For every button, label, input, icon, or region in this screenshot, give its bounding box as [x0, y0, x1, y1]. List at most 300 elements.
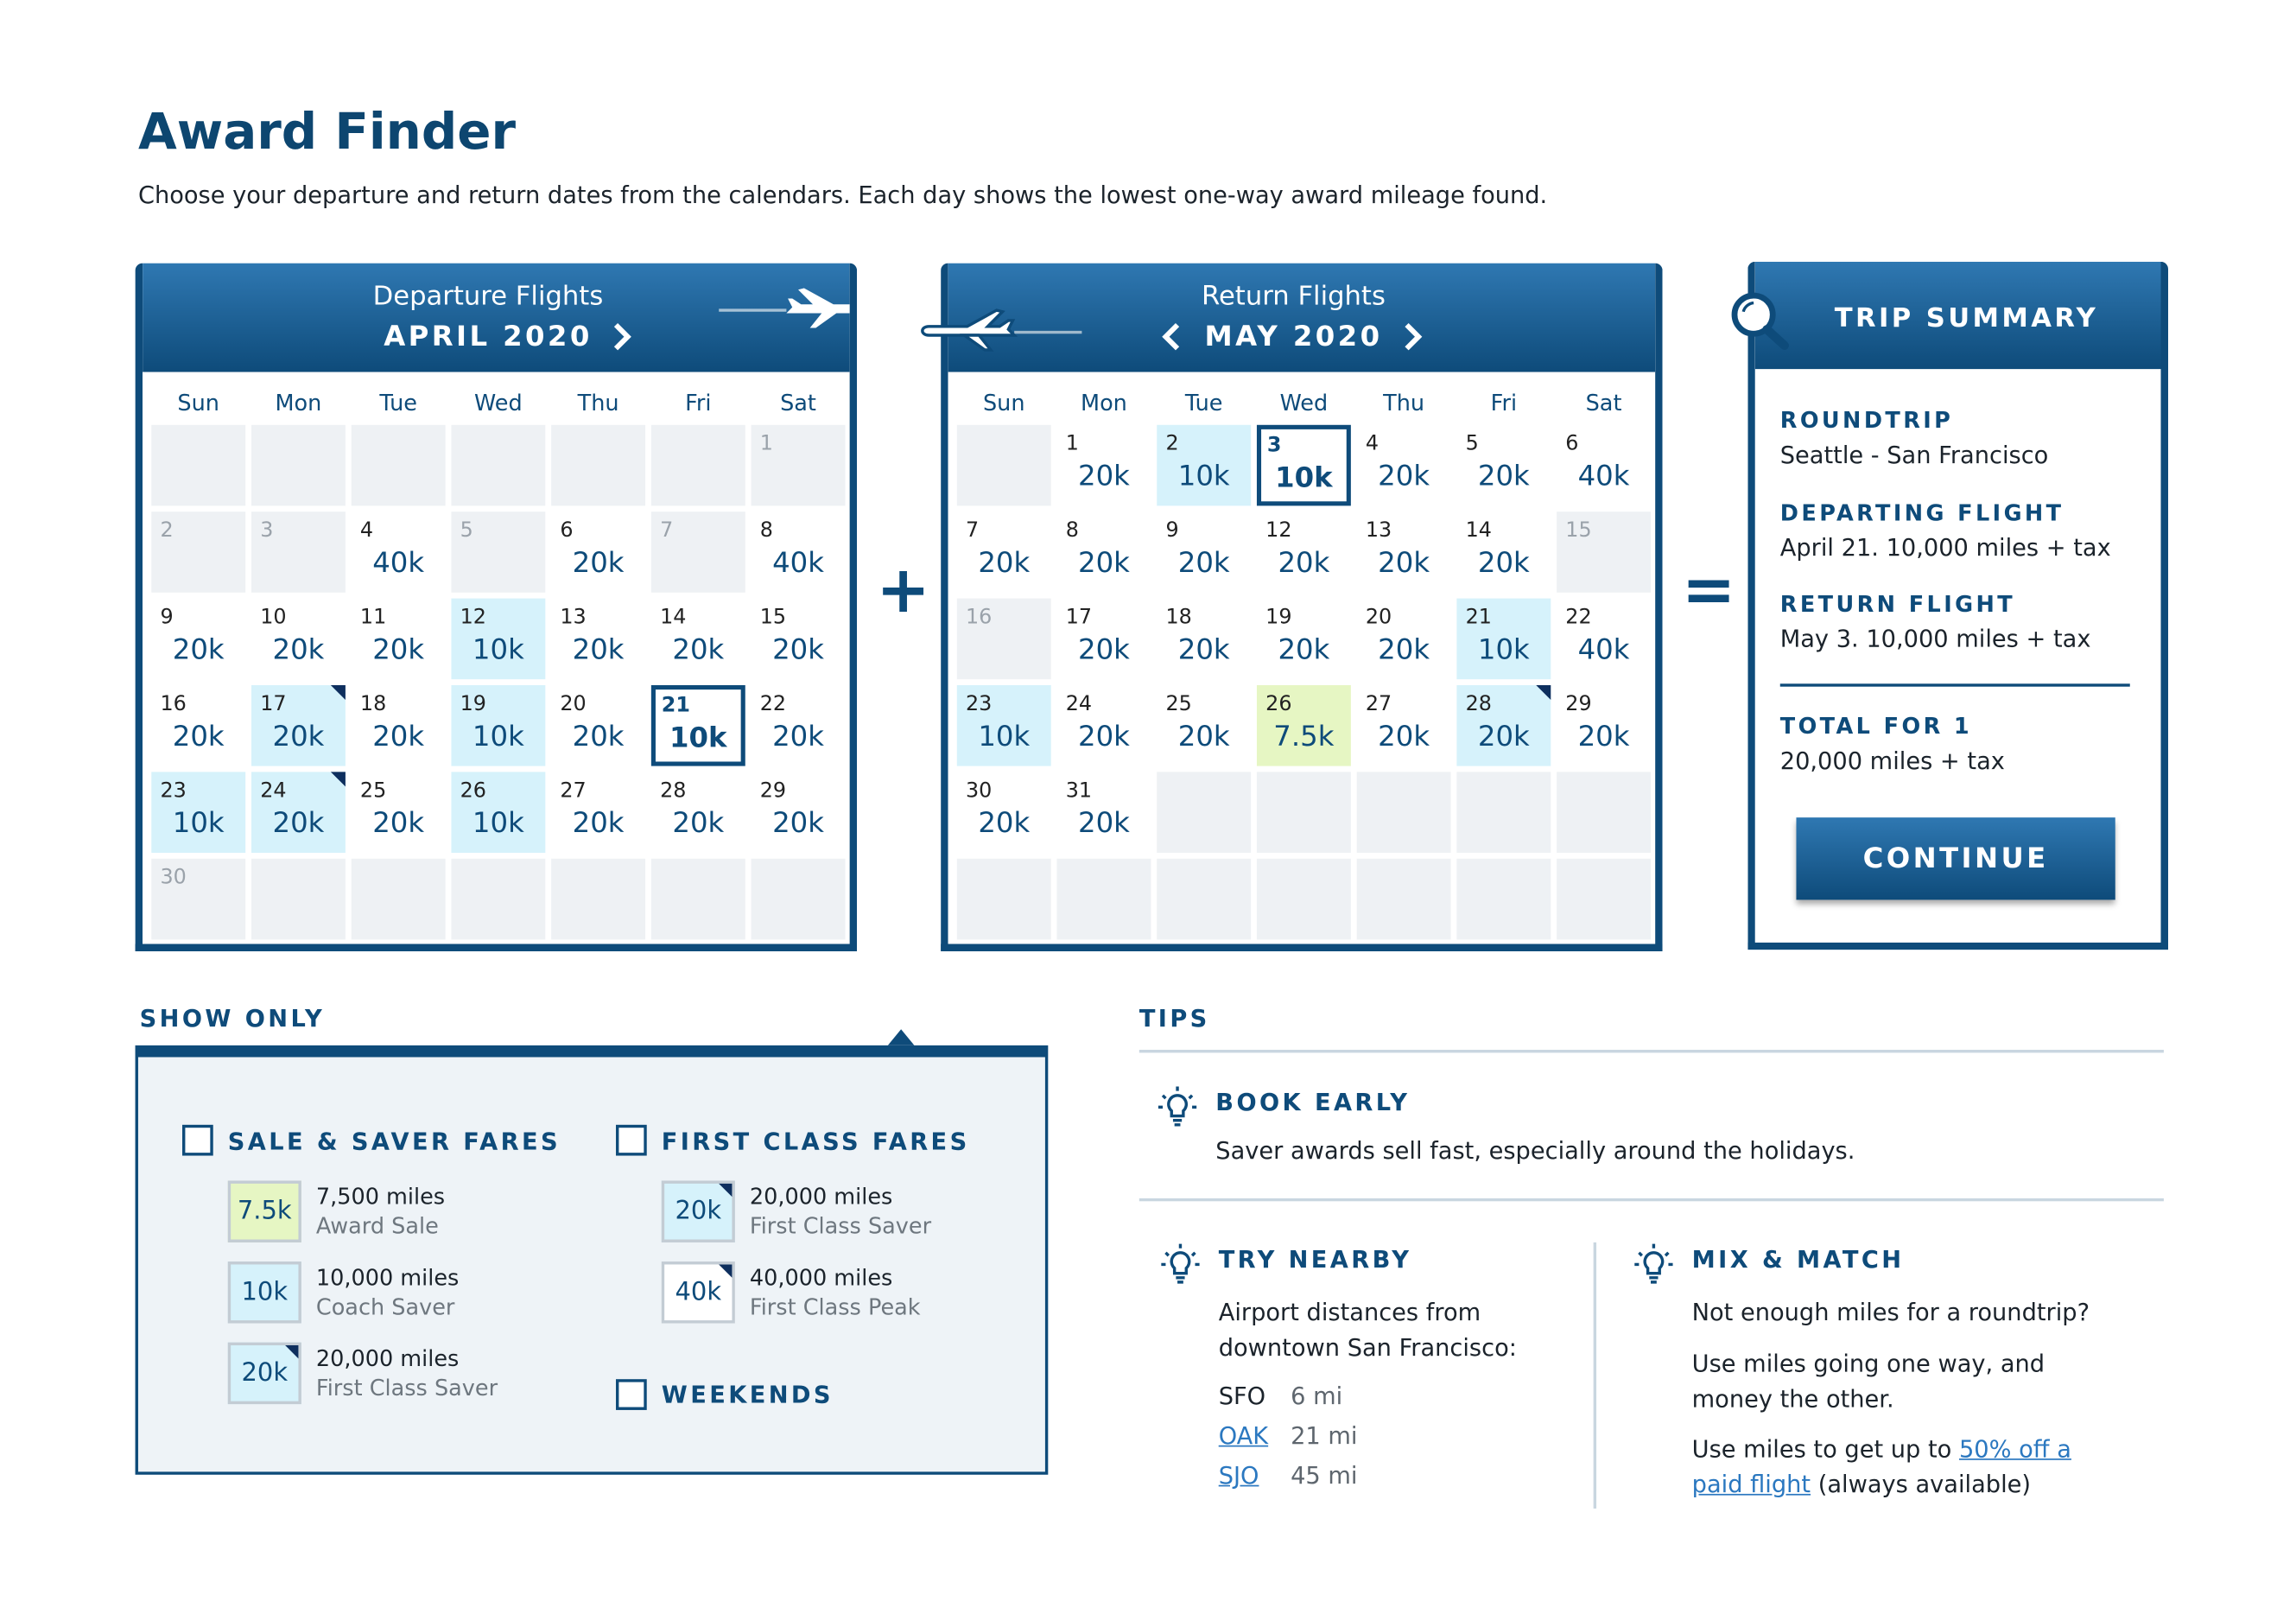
fare-type: First Class Saver	[315, 1375, 498, 1401]
show-only-filters	[136, 1045, 1049, 1475]
day-number: 28	[1465, 692, 1492, 716]
trip-summary-title: TRIP SUMMARY	[1834, 302, 2099, 334]
day-price: 20k	[1278, 547, 1330, 580]
empty-day-cell	[352, 859, 446, 940]
empty-day-cell	[1257, 859, 1351, 940]
fare-swatch	[228, 1180, 301, 1242]
book-early-text: Saver awards sell fast, especially around the holidays.	[1215, 1136, 1855, 1165]
day-number: 26	[460, 778, 486, 804]
day-number: 15	[759, 606, 787, 630]
empty-day-cell	[251, 859, 346, 940]
empty-day-cell	[1557, 859, 1651, 940]
fare-type: Award Sale	[315, 1212, 439, 1240]
empty-day-cell	[151, 425, 245, 506]
day-price: 20k	[1378, 547, 1430, 580]
day-price: 20k	[1378, 720, 1430, 753]
plane-departure-icon	[719, 283, 857, 330]
day-cell[interactable]	[1057, 685, 1151, 766]
sale-saver-checkbox[interactable]	[182, 1125, 213, 1156]
day-cell[interactable]	[151, 599, 245, 680]
day-cell[interactable]	[1157, 599, 1251, 680]
lightbulb-icon	[1158, 1241, 1202, 1285]
day-number: 30	[160, 866, 187, 890]
first-class-label: FIRST CLASS FARES	[661, 1128, 970, 1156]
day-price: 20k	[672, 807, 725, 840]
fare-swatch	[662, 1180, 735, 1242]
day-price: 20k	[172, 633, 225, 666]
empty-day-cell	[451, 425, 545, 506]
first-class-checkbox[interactable]	[616, 1125, 647, 1156]
day-cell[interactable]	[1557, 599, 1651, 680]
day-price: 40k	[1577, 460, 1630, 493]
day-price: 20k	[772, 807, 824, 840]
weekends-checkbox[interactable]	[616, 1379, 647, 1410]
day-price: 20k	[1078, 720, 1130, 753]
day-cell[interactable]	[1456, 685, 1551, 766]
day-price: 20k	[1378, 460, 1430, 493]
day-price: 20k	[1078, 460, 1130, 493]
fare-swatch	[228, 1261, 301, 1323]
try-nearby-heading: TRY NEARBY	[1218, 1245, 1412, 1274]
airport-code: SFO	[1218, 1382, 1266, 1410]
airport-distance: 45 mi	[1291, 1461, 1358, 1490]
paid-flight-link[interactable]: paid flight	[1691, 1470, 1811, 1499]
mix-match-text-2b: money the other.	[1691, 1385, 1894, 1414]
trip-summary-header	[1755, 262, 2161, 369]
day-cell	[251, 512, 346, 593]
day-price: 20k	[772, 633, 824, 666]
return-flight-value: May 3. 10,000 miles + tax	[1779, 625, 2091, 653]
day-cell[interactable]	[1456, 425, 1551, 506]
weekday-label: Sun	[177, 389, 220, 416]
plane-return-icon	[917, 306, 1082, 353]
empty-day-cell	[551, 859, 645, 940]
day-cell[interactable]	[1057, 512, 1151, 593]
day-cell[interactable]	[752, 599, 846, 680]
day-number: 12	[1265, 518, 1292, 543]
day-cell[interactable]	[1257, 599, 1351, 680]
day-price: 20k	[1477, 720, 1530, 753]
first-class-corner-marker	[719, 1264, 732, 1277]
day-number: 16	[160, 692, 187, 716]
day-cell[interactable]	[1357, 599, 1451, 680]
mix-match-text-4	[1692, 1467, 2031, 1503]
day-cell	[451, 512, 545, 593]
day-cell	[752, 425, 846, 506]
next-month-button[interactable]	[607, 319, 637, 354]
mix-match-text-2a: Use miles going one way, and	[1691, 1350, 2045, 1378]
empty-day-cell	[551, 425, 645, 506]
day-number: 27	[560, 778, 587, 804]
fare-swatch-value: 20k	[241, 1358, 289, 1388]
weekends-label: WEEKENDS	[661, 1380, 834, 1409]
day-cell[interactable]	[451, 599, 545, 680]
day-price: 20k	[1477, 547, 1530, 580]
empty-day-cell	[1456, 859, 1551, 940]
day-number: 1	[759, 432, 773, 456]
first-class-corner-marker	[331, 772, 346, 786]
day-price: 10k	[1177, 460, 1230, 493]
day-number: 11	[359, 606, 387, 630]
day-price: 20k	[1577, 720, 1630, 753]
day-cell	[151, 859, 245, 940]
day-cell[interactable]	[1557, 685, 1651, 766]
first-class-corner-marker	[331, 685, 346, 700]
summary-divider	[1780, 683, 2130, 686]
weekday-label: Tue	[1184, 389, 1223, 416]
day-price: 10k	[172, 807, 225, 840]
day-number: 8	[759, 518, 773, 543]
weekday-label: Mon	[275, 389, 322, 416]
empty-day-cell	[651, 425, 745, 506]
day-number: 20	[1365, 606, 1392, 630]
empty-day-cell	[752, 859, 846, 940]
book-early-heading: BOOK EARLY	[1215, 1088, 1411, 1116]
day-price: 40k	[772, 547, 824, 580]
day-number: 17	[1065, 606, 1093, 630]
fare-type: First Class Peak	[749, 1293, 921, 1321]
day-number: 14	[660, 606, 687, 630]
day-price: 20k	[1278, 633, 1330, 666]
weekday-label: Thu	[577, 389, 619, 416]
day-cell[interactable]	[1357, 685, 1451, 766]
weekday-label: Wed	[474, 389, 523, 416]
day-cell[interactable]	[957, 685, 1051, 766]
fare-miles: 40,000 miles	[749, 1264, 893, 1292]
day-number: 13	[1365, 518, 1392, 543]
day-price: 20k	[1177, 720, 1230, 753]
day-number: 16	[966, 606, 993, 630]
day-number: 5	[460, 518, 473, 543]
day-cell[interactable]	[1157, 425, 1251, 506]
weekday-label: Sun	[982, 389, 1025, 416]
day-number: 29	[759, 778, 787, 804]
page-title: Award Finder	[137, 103, 517, 162]
day-number: 3	[260, 518, 274, 543]
day-number: 6	[1565, 432, 1579, 456]
day-number: 30	[966, 778, 993, 804]
day-cell[interactable]	[1257, 425, 1351, 506]
day-price: 10k	[472, 720, 524, 753]
airport-code-link[interactable]: OAK	[1218, 1421, 1269, 1450]
weekday-label: Fri	[685, 389, 712, 416]
roundtrip-label: ROUNDTRIP	[1779, 407, 1954, 435]
fare-swatch	[662, 1261, 735, 1323]
weekday-label: Sat	[780, 389, 816, 416]
day-price: 20k	[978, 547, 1031, 580]
day-number: 24	[260, 778, 287, 804]
day-cell[interactable]	[651, 599, 745, 680]
day-price: 20k	[1078, 547, 1130, 580]
empty-day-cell	[352, 425, 446, 506]
tips-middle-divider	[1139, 1198, 2164, 1201]
lightbulb-icon	[1156, 1083, 1200, 1128]
mix-match-text-3b: (always available)	[1811, 1470, 2032, 1499]
day-cell[interactable]	[752, 512, 846, 593]
day-cell[interactable]	[1057, 425, 1151, 506]
day-price: 20k	[372, 633, 425, 666]
chevron-right-icon	[1398, 319, 1427, 354]
day-cell[interactable]	[1257, 685, 1351, 766]
fare-swatch-value: 10k	[241, 1277, 289, 1307]
departure-calendar-header	[143, 264, 850, 372]
day-cell[interactable]	[957, 772, 1051, 853]
day-cell[interactable]	[352, 599, 446, 680]
day-price: 20k	[672, 633, 725, 666]
fare-type: Coach Saver	[315, 1293, 455, 1321]
day-price: 20k	[172, 720, 225, 753]
search-icon	[1726, 289, 1793, 353]
weekday-label: Sat	[1585, 389, 1622, 416]
day-number: 31	[1065, 778, 1093, 804]
weekday-label: Thu	[1383, 389, 1425, 416]
day-price: 20k	[372, 807, 425, 840]
weekday-label: Wed	[1279, 389, 1329, 416]
day-number: 23	[966, 692, 993, 716]
day-cell	[1557, 512, 1651, 593]
plus-sign: +	[876, 552, 930, 628]
day-number: 19	[460, 692, 486, 716]
day-cell	[151, 512, 245, 593]
day-price: 20k	[1078, 633, 1130, 666]
day-price: 20k	[272, 720, 325, 753]
day-price: 20k	[572, 547, 625, 580]
day-price: 10k	[472, 633, 524, 666]
day-number: 25	[1165, 692, 1192, 716]
day-cell	[651, 512, 745, 593]
empty-day-cell	[1456, 772, 1551, 853]
day-number: 28	[660, 778, 687, 804]
day-price: 20k	[572, 633, 625, 666]
day-price: 20k	[372, 720, 425, 753]
weekday-label: Fri	[1490, 389, 1518, 416]
first-class-corner-marker	[719, 1184, 732, 1197]
day-price: 20k	[978, 807, 1031, 840]
day-price: 10k	[1275, 461, 1333, 494]
day-cell[interactable]	[752, 772, 846, 853]
return-month-label: MAY 2020	[1204, 320, 1383, 353]
day-cell[interactable]	[752, 685, 846, 766]
empty-day-cell	[1157, 772, 1251, 853]
day-number: 17	[260, 692, 287, 716]
first-class-corner-marker	[285, 1345, 298, 1358]
fare-swatch-value: 7.5k	[237, 1197, 292, 1227]
day-number: 29	[1565, 692, 1592, 716]
departure-month-label: APRIL 2020	[384, 320, 593, 353]
fare-type: First Class Saver	[749, 1212, 932, 1240]
route-value: Seattle - San Francisco	[1779, 441, 2049, 469]
chevron-left-icon	[1157, 319, 1186, 354]
day-cell[interactable]	[957, 512, 1051, 593]
fare-miles: 10,000 miles	[315, 1264, 460, 1292]
day-price: 20k	[1378, 633, 1430, 666]
empty-day-cell	[1157, 859, 1251, 940]
day-cell[interactable]	[551, 599, 645, 680]
day-price: 20k	[1177, 547, 1230, 580]
day-number: 1	[1065, 432, 1079, 456]
fare-miles: 7,500 miles	[315, 1183, 446, 1210]
empty-day-cell	[1357, 859, 1451, 940]
airport-distance: 21 mi	[1291, 1421, 1358, 1450]
day-number: 24	[1065, 692, 1093, 716]
empty-day-cell	[1057, 859, 1151, 940]
day-cell[interactable]	[352, 772, 446, 853]
half-off-link[interactable]: 50% off a	[1958, 1434, 2071, 1464]
mix-match-text-3	[1692, 1432, 2071, 1467]
day-price: 20k	[272, 807, 325, 840]
day-number: 9	[1165, 518, 1179, 543]
day-number: 4	[359, 518, 374, 543]
day-cell[interactable]	[651, 685, 745, 766]
fare-miles: 20,000 miles	[315, 1345, 460, 1372]
day-cell[interactable]	[1357, 425, 1451, 506]
weekday-label: Mon	[1081, 389, 1127, 416]
day-number: 27	[1365, 692, 1392, 716]
empty-day-cell	[1257, 772, 1351, 853]
try-nearby-text-2: downtown San Francisco:	[1218, 1333, 1517, 1362]
day-price: 20k	[1477, 460, 1530, 493]
day-price: 40k	[372, 547, 425, 580]
day-cell[interactable]	[1557, 425, 1651, 506]
day-cell[interactable]	[451, 772, 545, 853]
departure-calendar-title: Departure Flights	[372, 281, 604, 312]
day-number: 2	[160, 518, 174, 543]
day-cell[interactable]	[551, 512, 645, 593]
fare-swatch	[228, 1343, 301, 1404]
day-price: 20k	[572, 807, 625, 840]
day-number: 26	[1265, 692, 1292, 716]
day-number: 21	[1465, 606, 1492, 630]
next-month-button[interactable]	[1398, 319, 1427, 354]
day-number: 15	[1565, 518, 1592, 543]
day-cell[interactable]	[451, 685, 545, 766]
day-cell[interactable]	[1257, 512, 1351, 593]
day-cell[interactable]	[1456, 512, 1551, 593]
day-number: 25	[359, 778, 387, 804]
day-number: 10	[260, 606, 287, 630]
day-price: 20k	[572, 720, 625, 753]
day-number: 7	[966, 518, 980, 543]
day-number: 21	[661, 694, 690, 718]
mix-match-heading: MIX & MATCH	[1691, 1245, 1905, 1274]
weekday-label: Tue	[379, 389, 417, 416]
total-value: 20,000 miles + tax	[1779, 747, 2005, 775]
lightbulb-icon	[1632, 1241, 1676, 1285]
day-cell[interactable]	[1157, 512, 1251, 593]
day-number: 23	[160, 778, 187, 804]
day-number: 13	[560, 606, 587, 630]
day-number: 4	[1365, 432, 1380, 456]
day-cell[interactable]	[551, 772, 645, 853]
empty-day-cell	[251, 425, 346, 506]
day-cell[interactable]	[1057, 599, 1151, 680]
chevron-right-icon	[607, 319, 637, 354]
day-price: 20k	[1177, 633, 1230, 666]
day-price: 20k	[772, 720, 824, 753]
day-number: 12	[460, 606, 486, 630]
day-price: 7.5k	[1273, 720, 1335, 753]
tips-label: TIPS	[1138, 1004, 1210, 1033]
prev-month-button[interactable]	[1157, 319, 1186, 354]
page-intro: Choose your departure and return dates from the calendars. Each day shows the lowest one-way award mileage found.	[137, 181, 1548, 209]
return-calendar	[941, 264, 1663, 951]
day-number: 3	[1266, 434, 1282, 458]
mix-match-text-3a: Use miles to get up to	[1691, 1434, 1959, 1464]
tips-column-divider	[1594, 1242, 1596, 1509]
day-price: 10k	[472, 807, 524, 840]
mix-match-text-1: Not enough miles for a roundtrip?	[1691, 1298, 2090, 1326]
day-price: 10k	[978, 720, 1031, 753]
day-number: 22	[1565, 606, 1592, 630]
filters-pointer	[888, 1029, 915, 1045]
day-number: 2	[1165, 432, 1179, 456]
day-cell	[957, 599, 1051, 680]
fare-swatch-value: 20k	[675, 1197, 722, 1227]
day-price: 40k	[1577, 633, 1630, 666]
day-cell[interactable]	[1357, 512, 1451, 593]
day-cell[interactable]	[1456, 599, 1551, 680]
day-number: 22	[759, 692, 787, 716]
departure-calendar	[136, 264, 858, 951]
return-flight-label: RETURN FLIGHT	[1779, 591, 2016, 618]
day-cell[interactable]	[551, 685, 645, 766]
first-class-corner-marker	[1536, 685, 1551, 700]
day-number: 18	[1165, 606, 1192, 630]
day-cell[interactable]	[1157, 685, 1251, 766]
airport-distance: 6 mi	[1291, 1382, 1343, 1410]
day-number: 14	[1465, 518, 1492, 543]
day-number: 19	[1265, 606, 1292, 630]
day-number: 6	[560, 518, 574, 543]
day-cell[interactable]	[151, 772, 245, 853]
empty-day-cell	[451, 859, 545, 940]
fare-swatch-value: 40k	[675, 1277, 722, 1307]
day-number: 9	[160, 606, 174, 630]
departing-flight-label: DEPARTING FLIGHT	[1779, 499, 2064, 527]
fare-miles: 20,000 miles	[749, 1183, 893, 1210]
day-cell[interactable]	[1057, 772, 1151, 853]
day-price: 20k	[272, 633, 325, 666]
departing-flight-value: April 21. 10,000 miles + tax	[1779, 533, 2111, 562]
try-nearby-text-1: Airport distances from	[1218, 1298, 1481, 1326]
total-label: TOTAL FOR 1	[1779, 713, 1973, 740]
day-price: 20k	[1078, 807, 1130, 840]
day-cell[interactable]	[251, 599, 346, 680]
day-number: 5	[1465, 432, 1479, 456]
empty-day-cell	[1557, 772, 1651, 853]
show-only-label: SHOW ONLY	[139, 1004, 326, 1033]
day-cell[interactable]	[651, 772, 745, 853]
trip-summary-panel	[1747, 262, 2168, 950]
day-cell[interactable]	[151, 685, 245, 766]
airport-code-link[interactable]: SJO	[1218, 1461, 1259, 1490]
return-calendar-title: Return Flights	[1202, 281, 1386, 312]
day-cell[interactable]	[352, 512, 446, 593]
continue-button[interactable]: CONTINUE	[1796, 817, 2115, 899]
empty-day-cell	[957, 425, 1051, 506]
empty-day-cell	[1357, 772, 1451, 853]
day-cell[interactable]	[251, 772, 346, 853]
day-price: 10k	[669, 721, 727, 754]
day-cell[interactable]	[352, 685, 446, 766]
empty-day-cell	[651, 859, 745, 940]
equals-sign: =	[1681, 552, 1736, 628]
day-price: 10k	[1477, 633, 1530, 666]
day-cell[interactable]	[251, 685, 346, 766]
tips-top-divider	[1139, 1050, 2164, 1052]
day-number: 18	[359, 692, 387, 716]
empty-day-cell	[957, 859, 1051, 940]
